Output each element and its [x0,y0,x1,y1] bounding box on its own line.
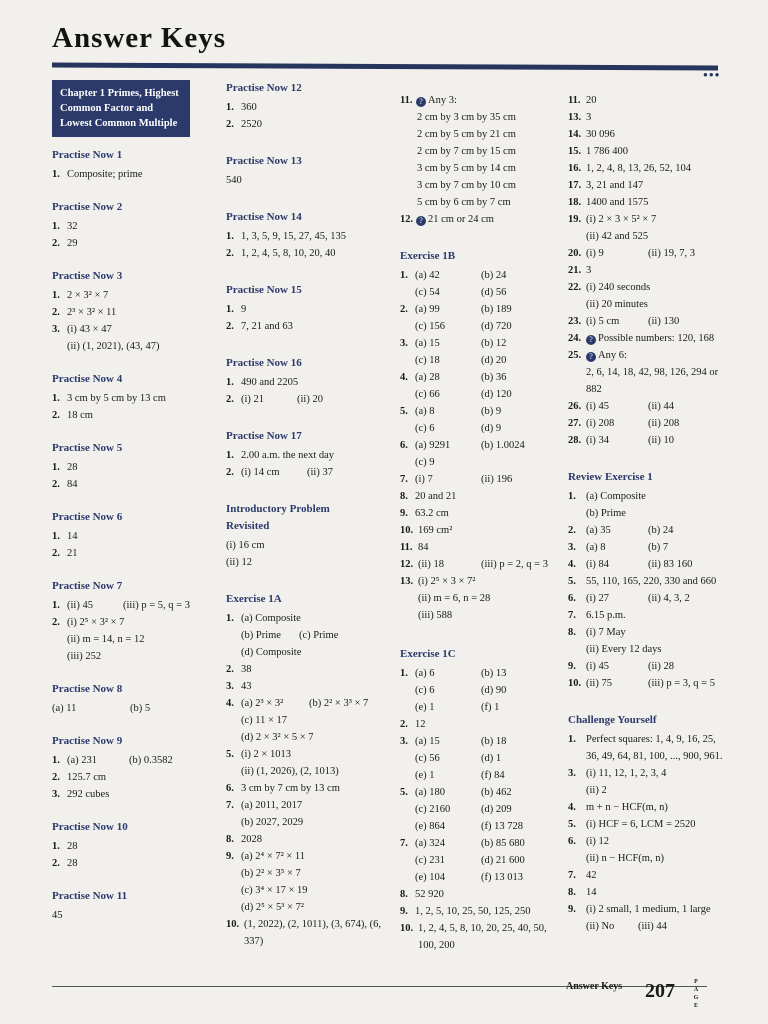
section-title: Exercise 1B [400,250,456,262]
answer-row: 11. 20 [568,95,597,106]
answer-row: 2. 1, 2, 4, 5, 8, 10, 20, 40 [226,248,336,259]
answer-row: 540 [226,175,242,186]
answer-row: 5. (i) 2 × 1013 [226,749,291,760]
answer-row: 2, 6, 14, 18, 42, 98, 126, 294 or 882 [586,367,719,395]
footer-label: Answer Keys [566,981,623,992]
answer-row: 2 cm by 5 cm by 21 cm [417,129,516,140]
challenge-icon: ? [416,216,426,226]
answer-row: (ii) 20 minutes [586,299,648,310]
answer-row: 25. ? Any 6: [568,350,627,361]
answer-row: 1. (a) 42 (b) 24 [400,270,507,281]
answer-row: 2. 2520 [226,119,262,130]
answer-row: 2. (a) 99 (b) 189 [400,304,512,315]
answer-row: 1. 32 [52,221,78,232]
page-title: Answer Keys [52,22,226,54]
answer-row: (c) 3⁴ × 17 × 19 [241,885,308,896]
answer-row: (d) 2⁵ × 5³ × 7² [241,902,304,913]
answer-row: 1. 9 [226,304,247,315]
answer-row: 7. 6.15 p.m. [568,610,626,621]
answer-row: 26. (i) 45 (ii) 44 [568,401,674,412]
answer-row: 2. (i) 2⁵ × 3² × 7 [52,617,125,628]
answer-row: 1. Perfect squares: 1, 4, 9, 16, 25, 36, 49, 64, 81, 100, ..., 900, 961. [568,734,723,762]
answer-row: 8. 2028 [226,834,262,845]
answer-row: (iii) 588 [418,610,453,621]
answer-row: 28. (i) 34 (ii) 10 [568,435,674,446]
answer-row: (e) 104 (f) 13 013 [415,872,523,883]
answer-row: 1. 2.00 a.m. the next day [226,450,335,461]
challenge-icon: ? [586,352,596,362]
answer-row: 19. (i) 2 × 3 × 5² × 7 [568,214,657,225]
answer-row: 7. 42 [568,870,597,881]
answer-row: 6. (a) 9291 (b) 1.0024 [400,440,525,451]
answer-row: 2. (i) 21 (ii) 20 [226,394,323,405]
column-3 [400,92,562,954]
answer-row: (b) 2² × 3⁵ × 7 [241,868,301,879]
answer-row: 5. (a) 8 (b) 9 [400,406,502,417]
answer-row: 3. (a) 8 (b) 7 [568,542,669,553]
column-2 [226,80,396,950]
answer-row: (a) 11 (b) 5 [52,703,151,714]
answer-row: 2. 21 [52,548,78,559]
answer-row: 24. ? Possible numbers: 120, 168 [568,333,715,344]
answer-row: 2 cm by 7 cm by 15 cm [417,146,516,157]
answer-row: 2. 38 [226,664,252,675]
answer-row: (ii) (1, 2021), (43, 47) [67,341,160,352]
answer-row: 2. 29 [52,238,78,249]
answer-row: 2. 2³ × 3² × 11 [52,307,117,318]
answer-row: 10. 169 cm² [400,525,453,536]
answer-row: 2. (i) 14 cm (ii) 37 [226,467,333,478]
answer-row: 1. Composite; prime [52,169,143,180]
answer-row: (e) 1 (f) 1 [415,702,500,713]
answer-row: 17. 3, 21 and 147 [568,180,644,191]
answer-row: 2. 84 [52,479,78,490]
answer-row: (d) 2 × 3² × 5 × 7 [241,732,314,743]
answer-row: 5. 55, 110, 165, 220, 330 and 660 [568,576,717,587]
answer-row: 9. 63.2 cm [400,508,449,519]
answer-row: 1. (a) Composite [226,613,301,624]
answer-row: (ii) m = 6, n = 28 [418,593,491,604]
answer-row: 8. 14 [568,887,597,898]
answer-row: (ii) No (iii) 44 [586,921,667,932]
section-title: Practise Now 13 [226,155,302,167]
answer-row: 11. ? Any 3: [400,95,457,106]
answer-row: 13. (i) 2⁵ × 3 × 7² [400,576,476,587]
page-word-letter: E [693,1003,698,1009]
answer-row: (ii) 12 [226,557,252,568]
answer-row: 1. (a) 6 (b) 13 [400,668,507,679]
answer-row: 16. 1, 2, 4, 8, 13, 26, 52, 104 [568,163,691,174]
title-rule-dots: ●●● [703,70,721,79]
answer-row: 7. (i) 7 (ii) 196 [400,474,513,485]
section-title: Practise Now 4 [52,373,123,385]
answer-row: 8. 52 920 [400,889,444,900]
answer-row: 1. 360 [226,102,257,113]
answer-row: 10. (1, 2022), (2, 1011), (3, 674), (6, 337) [226,919,381,947]
page-word [692,978,700,1010]
section-title: Practise Now 7 [52,580,123,592]
answer-row: 4. (i) 84 (ii) 83 160 [568,559,693,570]
answer-row: 3. 43 [226,681,252,692]
answer-row: (e) 864 (f) 13 728 [415,821,523,832]
answer-row: 6. 3 cm by 7 cm by 13 cm [226,783,340,794]
answer-row: 9. 1, 2, 5, 10, 25, 50, 125, 250 [400,906,531,917]
answer-row: 27. (i) 208 (ii) 208 [568,418,680,429]
answer-row: (ii) 2 [586,785,607,796]
answer-row: (b) 2027, 2029 [241,817,304,828]
answer-row: 18. 1400 and 1575 [568,197,649,208]
answer-row: 8. 20 and 21 [400,491,457,502]
answer-row: (ii) m = 14, n = 12 [67,634,145,645]
answer-row: 1. 2 × 3² × 7 [52,290,109,301]
section-title: Practise Now 16 [226,357,302,369]
answer-row: 3 cm by 5 cm by 14 cm [417,163,516,174]
answer-row: (c) 56 (d) 1 [415,753,502,764]
answer-row: 3. (i) 11, 12, 1, 2, 3, 4 [568,768,667,779]
section-title: Practise Now 14 [226,211,302,223]
answer-row: 2. 7, 21 and 63 [226,321,293,332]
challenge-icon: ? [586,335,596,345]
answer-row: 5. (i) HCF = 6, LCM = 2520 [568,819,696,830]
answer-row: 1. (a) 231 (b) 0.3582 [52,755,173,766]
page-word-letter: P [694,979,698,985]
section-title: Practise Now 12 [226,82,302,94]
answer-row: 3. (a) 15 (b) 12 [400,338,507,349]
answer-row: (c) 66 (d) 120 [415,389,512,400]
column-4 [568,92,728,935]
answer-row: (i) 16 cm [226,540,265,551]
answer-row: (c) 54 (d) 56 [415,287,507,298]
answer-row: 20. (i) 9 (ii) 19, 7, 3 [568,248,695,259]
answer-row: 2. 12 [400,719,426,730]
answer-row: 4. (a) 2³ × 3² (b) 2² × 3³ × 7 [226,698,369,709]
answer-row: 3. (a) 15 (b) 18 [400,736,507,747]
answer-row: (c) 6 (d) 9 [415,423,502,434]
answer-row: (c) 2160 (d) 209 [415,804,512,815]
answer-row: (c) 11 × 17 [241,715,288,726]
answer-row: 1. 28 [52,462,78,473]
answer-row: (c) 6 (d) 90 [415,685,507,696]
answer-row: 2. 18 cm [52,410,93,421]
answer-row: (c) 18 (d) 20 [415,355,507,366]
answer-row: 22. (i) 240 seconds [568,282,651,293]
page-word-letter: G [693,995,699,1001]
answer-row: 2 cm by 3 cm by 35 cm [417,112,516,123]
answer-row: (c) 156 (d) 720 [415,321,512,332]
answer-row: (ii) (1, 2026), (2, 1013) [241,766,339,777]
answer-row: 9. (i) 2 small, 1 medium, 1 large [568,904,711,915]
answer-row: 8. (i) 7 May [568,627,626,638]
answer-row: 21. 3 [568,265,592,276]
answer-row: (b) Prime [586,508,626,519]
answer-row: 12. ? 21 cm or 24 cm [400,214,494,225]
answer-row: (e) 1 (f) 84 [415,770,505,781]
answer-row: 2. 28 [52,858,78,869]
answer-row: (b) Prime (c) Prime [241,630,339,641]
section-title: Practise Now 8 [52,683,123,695]
section-title: Practise Now 10 [52,821,128,833]
answer-row: 1. 1, 3, 5, 9, 15, 27, 45, 135 [226,231,346,242]
answer-row: 1. 3 cm by 5 cm by 13 cm [52,393,166,404]
challenge-icon: ? [416,97,426,107]
answer-row: 7. (a) 2011, 2017 [226,800,303,811]
answer-row: 6. (i) 12 [568,836,610,847]
answer-row: (ii) n − HCF(m, n) [586,853,664,864]
section-title: Introductory Problem Revisited [226,503,330,532]
answer-row: 4. m + n − HCF(m, n) [568,802,668,813]
section-title: Review Exercise 1 [568,471,653,483]
answer-row: (c) 9 [415,457,435,468]
answer-row: 1. 490 and 2205 [226,377,299,388]
answer-row: (ii) Every 12 days [586,644,662,655]
answer-row: 1. 14 [52,531,78,542]
section-title: Practise Now 2 [52,201,123,213]
answer-row: 9. (a) 2⁴ × 7² × 11 [226,851,306,862]
answer-row: 5. (a) 180 (b) 462 [400,787,512,798]
section-title: Exercise 1C [400,648,456,660]
answer-row: 14. 30 096 [568,129,615,140]
section-title: Challenge Yourself [568,714,657,726]
answer-row: (c) 231 (d) 21 600 [415,855,525,866]
answer-row: (ii) 42 and 525 [586,231,649,242]
answer-row: 9. (i) 45 (ii) 28 [568,661,674,672]
answer-row: 1. (ii) 45 (iii) p = 5, q = 3 [52,600,190,611]
section-title: Practise Now 9 [52,735,123,747]
answer-row: 45 [52,910,63,921]
answer-row: 3 cm by 7 cm by 10 cm [417,180,516,191]
answer-row: 3. 292 cubes [52,789,110,800]
chapter-title-box: Chapter 1 Primes, Highest Common Factor and Lowest Common Multiple [52,80,190,137]
section-title: Exercise 1A [226,593,282,605]
column-1 [52,80,214,924]
answer-row: 2. (a) 35 (b) 24 [568,525,674,536]
page-word-letter: A [693,987,699,993]
answer-row: (iii) 252 [67,651,102,662]
answer-row: 3. (i) 43 × 47 [52,324,112,335]
page-number: 207 [645,980,675,1002]
answer-row: (d) Composite [241,647,302,658]
section-title: Practise Now 15 [226,284,302,296]
answer-row: 12. (ii) 18 (iii) p = 2, q = 3 [400,559,548,570]
section-title: Practise Now 6 [52,511,123,523]
answer-row: 23. (i) 5 cm (ii) 130 [568,316,680,327]
section-title: Practise Now 1 [52,149,123,161]
answer-row: 4. (a) 28 (b) 36 [400,372,507,383]
answer-row: 1. 28 [52,841,78,852]
answer-row: 7. (a) 324 (b) 85 680 [400,838,525,849]
answer-row: 6. (i) 27 (ii) 4, 3, 2 [568,593,690,604]
answer-row: 15. 1 786 400 [568,146,628,157]
answer-row: 11. 84 [400,542,429,553]
answer-row: 10. (ii) 75 (iii) p = 3, q = 5 [568,678,715,689]
section-title: Practise Now 17 [226,430,302,442]
answer-row: 1. (a) Composite [568,491,646,502]
answer-row: 13. 3 [568,112,592,123]
answer-row: 10. 1, 2, 4, 5, 8, 10, 20, 25, 40, 50, 100, 200 [400,923,547,951]
answer-row: 2. 125.7 cm [52,772,107,783]
section-title: Practise Now 11 [52,890,128,902]
section-title: Practise Now 3 [52,270,123,282]
title-rule [52,63,718,71]
answer-row: 5 cm by 6 cm by 7 cm [417,197,511,208]
section-title: Practise Now 5 [52,442,123,454]
